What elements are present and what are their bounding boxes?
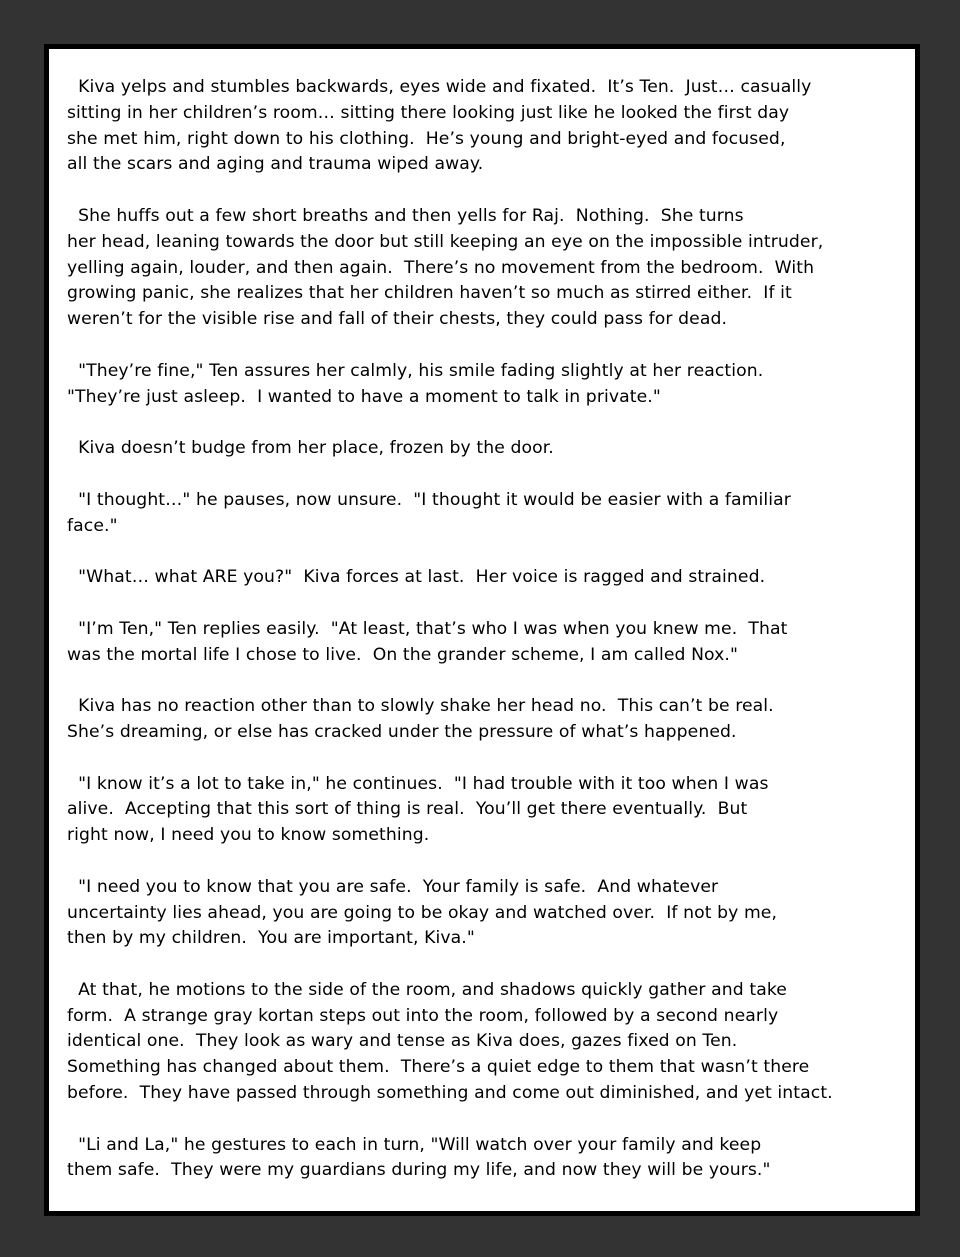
text-line: Kiva yelps and stumbles backwards, eyes wide and fixated. It’s Ten. Just… casually <box>67 77 812 97</box>
text-line: her head, leaning towards the door but still keeping an eye on the impossible intruder, <box>67 231 824 252</box>
text-line: At that, he motions to the side of the room, and shadows quickly gather and take <box>67 979 787 1000</box>
text-line: Kiva has no reaction other than to slowly shake her head no. This can’t be real. <box>67 696 774 717</box>
text-line: weren’t for the visible rise and fall of their chests, they could pass for dead. <box>67 309 728 330</box>
text-line: "I’m Ten," Ten replies easily. "At least, that’s who I was when you knew me. That <box>67 618 788 639</box>
paragraph-2 <box>67 204 907 333</box>
text-line: all the scars and aging and trauma wiped away. <box>67 154 484 175</box>
page-frame <box>44 44 920 1216</box>
text-line: "What… what ARE you?" Kiva forces at last. Her voice is ragged and strained. <box>67 567 766 588</box>
text-line: face." <box>67 515 118 536</box>
paragraph-3 <box>67 359 907 411</box>
paragraph-11 <box>67 978 907 1107</box>
text-line: "Li and La," he gestures to each in turn, "Will watch over your family and keep <box>67 1134 762 1155</box>
text-line: Kiva doesn’t budge from her place, frozen by the door. <box>67 438 554 459</box>
text-line: sitting in her children’s room… sitting there looking just like he looked the first day <box>67 102 790 123</box>
text-line: was the mortal life I chose to live. On the grander scheme, I am called Nox." <box>67 644 738 665</box>
text-line: Something has changed about them. There’s a quiet edge to them that wasn’t there <box>67 1057 810 1078</box>
text-line: "They’re just asleep. I wanted to have a moment to talk in private." <box>67 386 661 407</box>
text-line: alive. Accepting that this sort of thing is real. You’ll get there eventually. But <box>67 799 748 820</box>
text-line: identical one. They look as wary and tense as Kiva does, gazes fixed on Ten. <box>67 1031 738 1052</box>
text-line: She huffs out a few short breaths and then yells for Raj. Nothing. She turns <box>67 205 744 226</box>
text-line: she met him, right down to his clothing. He’s young and bright-eyed and focused, <box>67 128 786 149</box>
paragraph-6 <box>67 565 907 591</box>
paragraph-10 <box>67 875 907 952</box>
paragraph-5 <box>67 488 907 540</box>
text-line: yelling again, louder, and then again. There’s no movement from the bedroom. With <box>67 257 815 278</box>
paragraph-9 <box>67 772 907 849</box>
story-text <box>67 75 907 1184</box>
text-line: She’s dreaming, or else has cracked under the pressure of what’s happened. <box>67 721 737 742</box>
paragraph-12 <box>67 1133 907 1185</box>
text-line: them safe. They were my guardians during my life, and now they will be yours." <box>67 1160 771 1181</box>
text-line: "I thought…" he pauses, now unsure. "I thought it would be easier with a familiar <box>67 489 791 510</box>
paragraph-4 <box>67 436 907 462</box>
text-line: "I need you to know that you are safe. Your family is safe. And whatever <box>67 876 719 897</box>
paragraph-1 <box>67 75 907 178</box>
text-line: uncertainty lies ahead, you are going to be okay and watched over. If not by me, <box>67 902 778 923</box>
text-line: "They’re fine," Ten assures her calmly, his smile fading slightly at her reaction. <box>67 360 764 381</box>
text-line: form. A strange gray kortan steps out into the room, followed by a second nearly <box>67 1005 779 1026</box>
text-line: before. They have passed through something and come out diminished, and yet intact. <box>67 1083 833 1104</box>
text-line: growing panic, she realizes that her children haven’t so much as stirred either. If it <box>67 283 792 304</box>
text-line: right now, I need you to know something. <box>67 825 430 846</box>
text-line: then by my children. You are important, Kiva." <box>67 928 475 949</box>
paragraph-8 <box>67 694 907 746</box>
text-line: "I know it’s a lot to take in," he continues. "I had trouble with it too when I was <box>67 773 769 794</box>
paragraph-7 <box>67 617 907 669</box>
